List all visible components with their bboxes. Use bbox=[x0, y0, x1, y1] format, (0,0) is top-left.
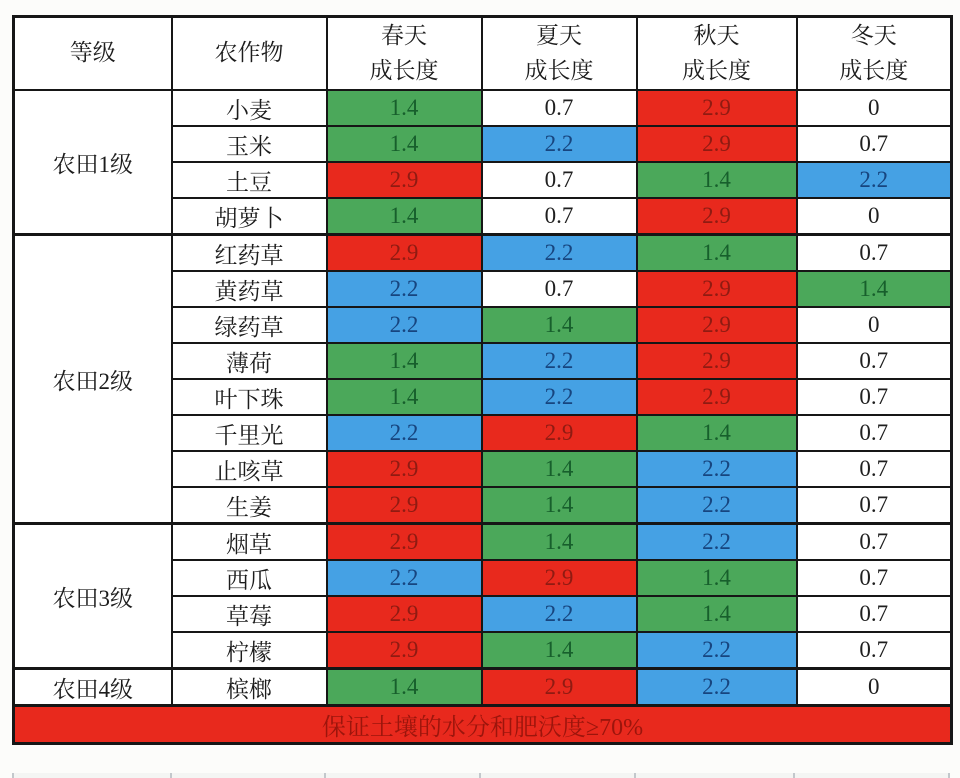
growth-value-cell: 1.4 bbox=[327, 90, 482, 126]
table-row bbox=[14, 524, 952, 561]
growth-value-cell: 2.9 bbox=[482, 560, 637, 596]
growth-value-cell: 1.4 bbox=[327, 379, 482, 415]
growth-value-cell: 2.2 bbox=[482, 126, 637, 162]
growth-value-cell: 2.9 bbox=[637, 198, 797, 235]
growth-value-cell: 2.2 bbox=[327, 271, 482, 307]
crop-name-cell: 烟草 bbox=[172, 524, 327, 561]
growth-value-cell: 2.9 bbox=[637, 271, 797, 307]
crop-name-cell: 生姜 bbox=[172, 487, 327, 524]
growth-value-cell: 1.4 bbox=[637, 162, 797, 198]
col-header-spring bbox=[327, 17, 482, 91]
header-line: 成长度 bbox=[839, 57, 909, 83]
growth-value-cell: 1.4 bbox=[482, 632, 637, 669]
table-body bbox=[14, 90, 952, 706]
growth-value-cell: 2.9 bbox=[637, 307, 797, 343]
crop-name-cell: 柠檬 bbox=[172, 632, 327, 669]
growth-value-cell: 2.2 bbox=[327, 307, 482, 343]
col-header-crop: 农作物 bbox=[172, 17, 327, 91]
table-row bbox=[14, 90, 952, 126]
growth-value-cell: 1.4 bbox=[482, 451, 637, 487]
col-header-level: 等级 bbox=[14, 17, 172, 91]
crop-name-cell: 草莓 bbox=[172, 596, 327, 632]
farm-level-cell: 农田1级 bbox=[14, 90, 172, 235]
crop-name-cell: 叶下珠 bbox=[172, 379, 327, 415]
growth-value-cell: 1.4 bbox=[327, 343, 482, 379]
growth-value-cell: 0.7 bbox=[797, 415, 952, 451]
growth-value-cell: 0.7 bbox=[797, 343, 952, 379]
col-header-summer bbox=[482, 17, 637, 91]
growth-value-cell: 1.4 bbox=[797, 271, 952, 307]
farm-level-cell: 农田2级 bbox=[14, 235, 172, 524]
header-line: 成长度 bbox=[682, 57, 751, 83]
growth-value-cell: 2.9 bbox=[637, 343, 797, 379]
crop-name-cell: 薄荷 bbox=[172, 343, 327, 379]
crop-name-cell: 黄药草 bbox=[172, 271, 327, 307]
growth-value-cell: 2.9 bbox=[327, 487, 482, 524]
farm-level-cell: 农田3级 bbox=[14, 524, 172, 669]
strip-segment bbox=[481, 773, 636, 778]
growth-value-cell: 2.9 bbox=[327, 596, 482, 632]
crop-name-cell: 千里光 bbox=[172, 415, 327, 451]
growth-value-cell: 0.7 bbox=[797, 524, 952, 561]
growth-value-cell: 1.4 bbox=[637, 235, 797, 272]
growth-value-cell: 1.4 bbox=[482, 307, 637, 343]
growth-value-cell: 2.2 bbox=[637, 669, 797, 706]
growth-value-cell: 1.4 bbox=[327, 126, 482, 162]
growth-value-cell: 2.9 bbox=[327, 451, 482, 487]
growth-value-cell: 1.4 bbox=[637, 415, 797, 451]
growth-value-cell: 0.7 bbox=[482, 198, 637, 235]
growth-value-cell: 2.9 bbox=[637, 90, 797, 126]
crop-name-cell: 止咳草 bbox=[172, 451, 327, 487]
strip-segment bbox=[172, 773, 327, 778]
growth-value-cell: 2.2 bbox=[637, 487, 797, 524]
crop-name-cell: 槟榔 bbox=[172, 669, 327, 706]
header-line: 秋天 bbox=[693, 23, 740, 48]
growth-value-cell: 2.2 bbox=[482, 343, 637, 379]
growth-value-cell: 2.2 bbox=[327, 415, 482, 451]
growth-value-cell: 0.7 bbox=[482, 271, 637, 307]
growth-value-cell: 2.9 bbox=[482, 415, 637, 451]
growth-value-cell: 2.9 bbox=[482, 669, 637, 706]
growth-value-cell: 1.4 bbox=[482, 487, 637, 524]
crop-name-cell: 红药草 bbox=[172, 235, 327, 272]
strip-segment bbox=[795, 773, 950, 778]
growth-value-cell: 2.2 bbox=[482, 379, 637, 415]
growth-value-cell: 2.2 bbox=[327, 560, 482, 596]
crop-name-cell: 土豆 bbox=[172, 162, 327, 198]
strip-segment bbox=[326, 773, 481, 778]
growth-value-cell: 2.9 bbox=[637, 126, 797, 162]
growth-value-cell: 0 bbox=[797, 669, 952, 706]
growth-value-cell: 2.2 bbox=[637, 451, 797, 487]
growth-value-cell: 2.9 bbox=[327, 524, 482, 561]
crop-growth-table bbox=[12, 15, 953, 745]
growth-value-cell: 0.7 bbox=[797, 560, 952, 596]
growth-value-cell: 0.7 bbox=[482, 162, 637, 198]
header-line: 夏天 bbox=[536, 23, 582, 48]
header-line: 成长度 bbox=[524, 57, 594, 83]
strip-segment bbox=[636, 773, 796, 778]
farm-level-cell: 农田4级 bbox=[14, 669, 172, 706]
growth-value-cell: 2.2 bbox=[482, 235, 637, 272]
growth-value-cell: 2.2 bbox=[637, 632, 797, 669]
growth-value-cell: 0 bbox=[797, 198, 952, 235]
growth-value-cell: 2.9 bbox=[327, 235, 482, 272]
crop-name-cell: 小麦 bbox=[172, 90, 327, 126]
crop-name-cell: 胡萝卜 bbox=[172, 198, 327, 235]
growth-value-cell: 2.2 bbox=[797, 162, 952, 198]
footnote-bar: 保证土壤的水分和肥沃度≥70% bbox=[14, 706, 952, 744]
growth-value-cell: 0.7 bbox=[797, 632, 952, 669]
header-line: 冬天 bbox=[850, 23, 897, 48]
growth-value-cell: 0.7 bbox=[797, 126, 952, 162]
growth-value-cell: 0.7 bbox=[797, 596, 952, 632]
growth-value-cell: 2.9 bbox=[637, 379, 797, 415]
growth-value-cell: 0.7 bbox=[797, 487, 952, 524]
table-row bbox=[14, 235, 952, 272]
growth-value-cell: 1.4 bbox=[637, 560, 797, 596]
growth-value-cell: 0.7 bbox=[797, 451, 952, 487]
strip-segment bbox=[12, 773, 172, 778]
growth-value-cell: 1.4 bbox=[327, 198, 482, 235]
growth-value-cell: 0.7 bbox=[797, 379, 952, 415]
header-line: 春天 bbox=[381, 23, 427, 48]
growth-value-cell: 0 bbox=[797, 307, 952, 343]
growth-value-cell: 0.7 bbox=[482, 90, 637, 126]
growth-value-cell: 0 bbox=[797, 90, 952, 126]
crop-name-cell: 玉米 bbox=[172, 126, 327, 162]
growth-value-cell: 2.2 bbox=[637, 524, 797, 561]
growth-value-cell: 2.9 bbox=[327, 632, 482, 669]
col-header-autumn bbox=[637, 17, 797, 91]
growth-value-cell: 0.7 bbox=[797, 235, 952, 272]
growth-value-cell: 2.9 bbox=[327, 162, 482, 198]
table-row bbox=[14, 669, 952, 706]
crop-name-cell: 绿药草 bbox=[172, 307, 327, 343]
footnote-row bbox=[14, 706, 952, 744]
growth-value-cell: 1.4 bbox=[482, 524, 637, 561]
growth-value-cell: 2.2 bbox=[482, 596, 637, 632]
header-row bbox=[14, 17, 952, 91]
col-header-winter bbox=[797, 17, 952, 91]
growth-value-cell: 1.4 bbox=[327, 669, 482, 706]
crop-name-cell: 西瓜 bbox=[172, 560, 327, 596]
growth-value-cell: 1.4 bbox=[637, 596, 797, 632]
cropped-next-row-strip bbox=[12, 773, 950, 778]
header-line: 成长度 bbox=[369, 57, 439, 83]
